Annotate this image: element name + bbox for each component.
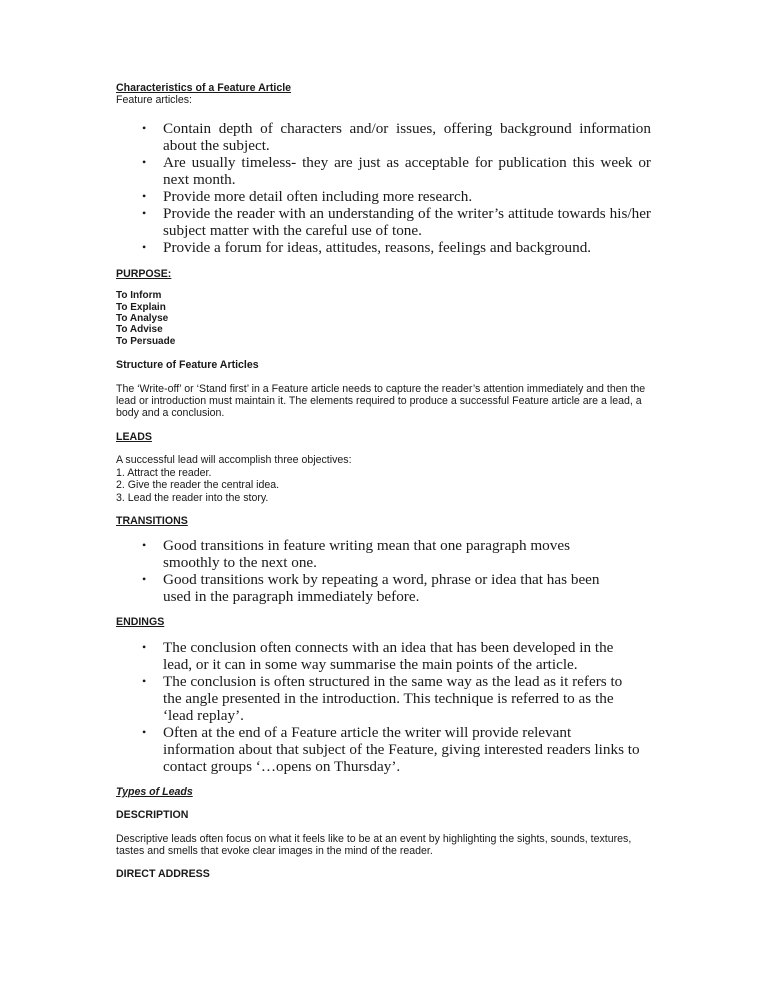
list-item: 3. Lead the reader into the story.	[116, 491, 269, 504]
bullet-icon: •	[142, 673, 147, 688]
list-item: • Contain depth of characters and/or issues, offering background information about the subject.	[142, 119, 651, 154]
list-item: To Advise	[116, 324, 163, 336]
bullet-icon: •	[142, 188, 147, 203]
characteristics-list	[116, 120, 651, 256]
transitions-heading: TRANSITIONS	[116, 514, 188, 527]
description-paragraph: Descriptive leads often focus on what it feels like to be at an event by highlighting the sights, sounds, textures, tastes and smells that evoke clear images in the mind of the reader.	[116, 832, 632, 857]
intro-text: Feature articles:	[116, 94, 192, 107]
list-item: • Provide the reader with an understanding of the writer’s attitude towards his/her subject matter with the careful use of tone.	[142, 204, 651, 239]
purpose-heading: PURPOSE:	[116, 267, 172, 280]
bullet-icon: •	[142, 724, 147, 739]
bullet-icon: •	[142, 154, 147, 169]
bullet-icon: •	[142, 639, 147, 654]
list-item: 2. Give the reader the central idea.	[116, 479, 280, 492]
bullet-icon: •	[142, 572, 147, 587]
purpose-list	[116, 290, 676, 347]
list-item: To Inform	[116, 290, 162, 302]
structure-paragraph: The ‘Write-off’ or ‘Stand first’ in a Feature article needs to capture the reader’s attention immediately and then the lead or introduction must maintain it. The elements required to produce a successful Feature article are a lead, a body and a conclusion.	[116, 382, 646, 420]
bullet-icon: •	[142, 120, 147, 135]
list-item: • Good transitions in feature writing mean that one paragraph moves smoothly to the next one.	[142, 537, 570, 572]
list-item: • Provide more detail often including more research.	[142, 187, 473, 205]
list-item: To Analyse	[116, 313, 169, 325]
leads-heading: LEADS	[116, 430, 152, 443]
list-item: • Often at the end of a Feature article the writer will provide relevant information about that subject of the Feature, giving interested readers links to contact groups ‘…opens on Thursday’.	[142, 723, 640, 775]
document-page	[116, 82, 676, 881]
transitions-list	[116, 537, 616, 605]
list-item: • Are usually timeless- they are just as acceptable for publication this week or next month.	[142, 153, 651, 188]
structure-heading: Structure of Feature Articles	[116, 359, 259, 372]
endings-heading: ENDINGS	[116, 616, 165, 629]
description-heading: DESCRIPTION	[116, 809, 189, 822]
list-item: • Provide a forum for ideas, attitudes, reasons, feelings and background.	[142, 238, 592, 256]
list-item: • The conclusion is often structured in the same way as the lead as it refers to the angle presented in the introduction. This technique is referred to as the ‘lead replay’.	[142, 672, 623, 724]
document-title: Characteristics of a Feature Article	[116, 82, 292, 94]
endings-list	[116, 639, 641, 775]
list-item: • Good transitions work by repeating a word, phrase or idea that has been used in the paragraph immediately before.	[142, 571, 600, 606]
list-item: • The conclusion often connects with an idea that has been developed in the lead, or it can in some way summarise the main points of the article.	[142, 638, 614, 673]
list-item: 1. Attract the reader.	[116, 466, 212, 479]
types-of-leads-heading: Types of Leads	[116, 785, 193, 798]
list-item: To Explain	[116, 301, 166, 313]
bullet-icon: •	[142, 205, 147, 220]
leads-intro: A successful lead will accomplish three objectives:	[116, 454, 352, 467]
bullet-icon: •	[142, 239, 147, 254]
bullet-icon: •	[142, 538, 147, 553]
direct-address-heading: DIRECT ADDRESS	[116, 868, 210, 881]
list-item: To Persuade	[116, 335, 176, 347]
